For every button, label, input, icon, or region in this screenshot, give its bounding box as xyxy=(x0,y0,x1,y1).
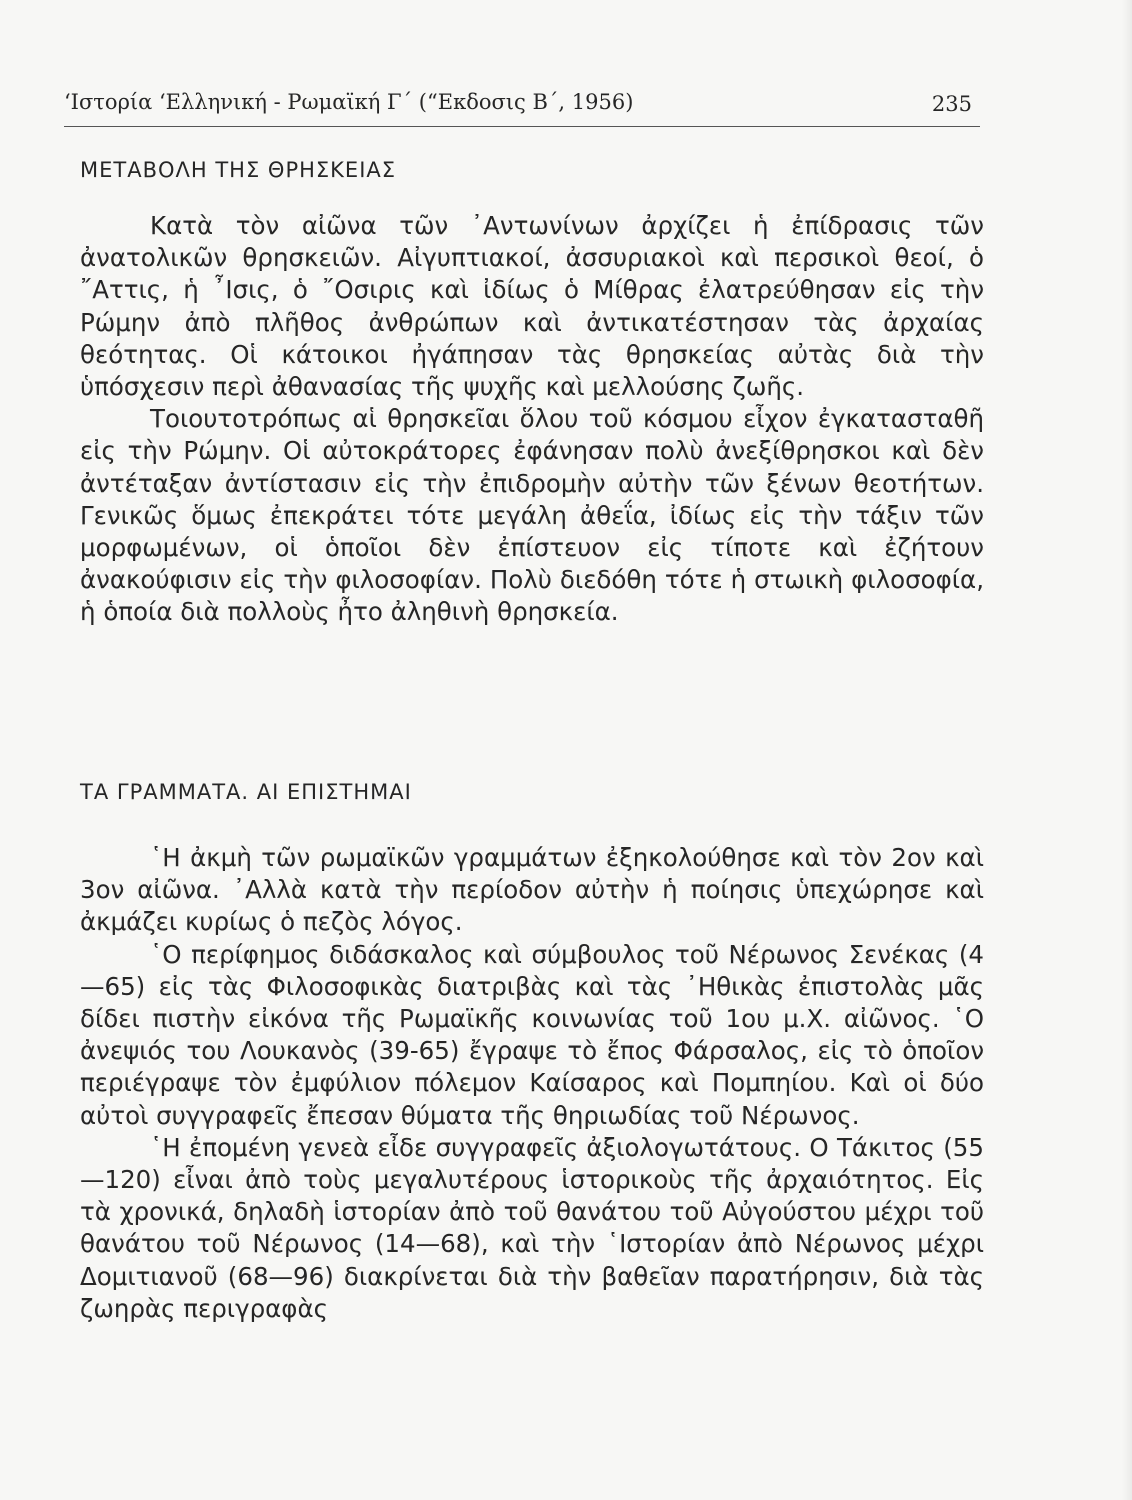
paragraph: ῾Ο περίφημος διδάσκαλος καὶ σύμβουλος τοῦ Νέρωνος Σενέκας (4—65) εἰς τὰς Φιλοσοφικὰς διατριβὰς καὶ τὰς ᾿Ηθικὰς ἐπιστολὰς μᾶς δίδει πιστὴν εἰκόνα τῆς Ρωμαϊκῆς κοινωνίας τοῦ 1ου μ.Χ. αἰῶνος. ῾Ο ἀνεψιός του Λουκανὸς (39-65) ἔγραψε τὸ ἔπος Φάρσαλος, εἰς τὸ ὁποῖον περιέγραψε τὸν ἐμφύλιον πόλεμον Καίσαρος καὶ Πομπηίου. Καὶ οἱ δύο αὐτοὶ συγγραφεῖς ἔπεσαν θύματα τῆς θηριωδίας τοῦ Νέρωνος. xyxy=(80,939,984,1130)
running-header xyxy=(64,84,980,127)
section-religion-body xyxy=(80,210,984,629)
section-heading-letters: ΤΑ ΓΡΑΜΜΑΤΑ. ΑΙ ΕΠΙΣΤΗΜΑΙ xyxy=(80,780,412,804)
section-heading-religion: ΜΕΤΑΒΟΛΗ ΤΗΣ ΘΡΗΣΚΕΙΑΣ xyxy=(80,158,397,182)
scan-edge-shadow xyxy=(1122,0,1132,1500)
section-letters-body xyxy=(80,842,984,1325)
header-title: ‘Ιστορία ‘Ελληνική - Ρωμαϊκή Γ΄ (“Εκδοσις Β΄, 1956) xyxy=(64,90,634,114)
paragraph: Κατὰ τὸν αἰῶνα τῶν ᾿Αντωνίνων ἀρχίζει ἡ ἐπίδρασις τῶν ἀνατολικῶν θρησκειῶν. Αἰγυπτιακοί, ἀσσυριακοὶ καὶ περσικοὶ θεοί, ὁ ῎Αττις, ἡ ῏Ισις, ὁ ῎Οσιρις καὶ ἰδίως ὁ Μίθρας ἐλατρεύθησαν εἰς τὴν Ρώμην ἀπὸ πλῆθος ἀνθρώπων καὶ ἀντικατέστησαν τὰς ἀρχαίας θεότητας. Οἱ κάτοικοι ἠγάπησαν τὰς θρησκείας αὐτὰς διὰ τὴν ὑπόσχεσιν περὶ ἀθανασίας τῆς ψυχῆς καὶ μελλούσης ζωῆς. xyxy=(80,211,984,402)
page-number: 235 xyxy=(931,92,972,116)
paragraph: ῾Η ἀκμὴ τῶν ρωμαϊκῶν γραμμάτων ἐξηκολούθησε καὶ τὸν 2ον καὶ 3ον αἰῶνα. ᾿Αλλὰ κατὰ τὴν περίοδον αὐτὴν ἡ ποίησις ὑπεχώρησε καὶ ἀκμάζει κυρίως ὁ πεζὸς λόγος. xyxy=(80,843,984,937)
paragraph: Τοιουτοτρόπως αἱ θρησκεῖαι ὅλου τοῦ κόσμου εἶχον ἐγκατασταθῆ εἰς τὴν Ρώμην. Οἱ αὐτοκράτορες ἐφάνησαν πολὺ ἀνεξίθρησκοι καὶ δὲν ἀντέταξαν ἀντίστασιν εἰς τὴν ἐπιδρομὴν αὐτὴν τῶν ξένων θεοτήτων. Γενικῶς ὅμως ἐπεκράτει τότε μεγάλη ἀθεΐα, ἰδίως εἰς τὴν τάξιν τῶν μορφωμένων, οἱ ὁποῖοι δὲν ἐπίστευον εἰς τίποτε καὶ ἐζήτουν ἀνακούφισιν εἰς τὴν φιλοσοφίαν. Πολὺ διεδόθη τότε ἡ στωικὴ φιλοσοφία, ἡ ὁποία διὰ πολλοὺς ἦτο ἀληθινὴ θρησκεία. xyxy=(80,404,984,627)
paragraph: ῾Η ἐπομένη γενεὰ εἶδε συγγραφεῖς ἀξιολογωτάτους. Ο Τάκιτος (55—120) εἶναι ἀπὸ τοὺς μεγαλυτέρους ἱστορικοὺς τῆς ἀρχαιότητος. Εἰς τὰ χρονικά, δηλαδὴ ἱστορίαν ἀπὸ τοῦ θανάτου τοῦ Αὐγούστου μέχρι τοῦ θανάτου τοῦ Νέρωνος (14—68), καὶ τὴν ῾Ιστορίαν ἀπὸ Νέρωνος μέχρι Δομιτιανοῦ (68—96) διακρίνεται διὰ τὴν βαθεῖαν παρατήρησιν, διὰ τὰς ζωηρὰς περιγραφὰς xyxy=(80,1132,984,1323)
